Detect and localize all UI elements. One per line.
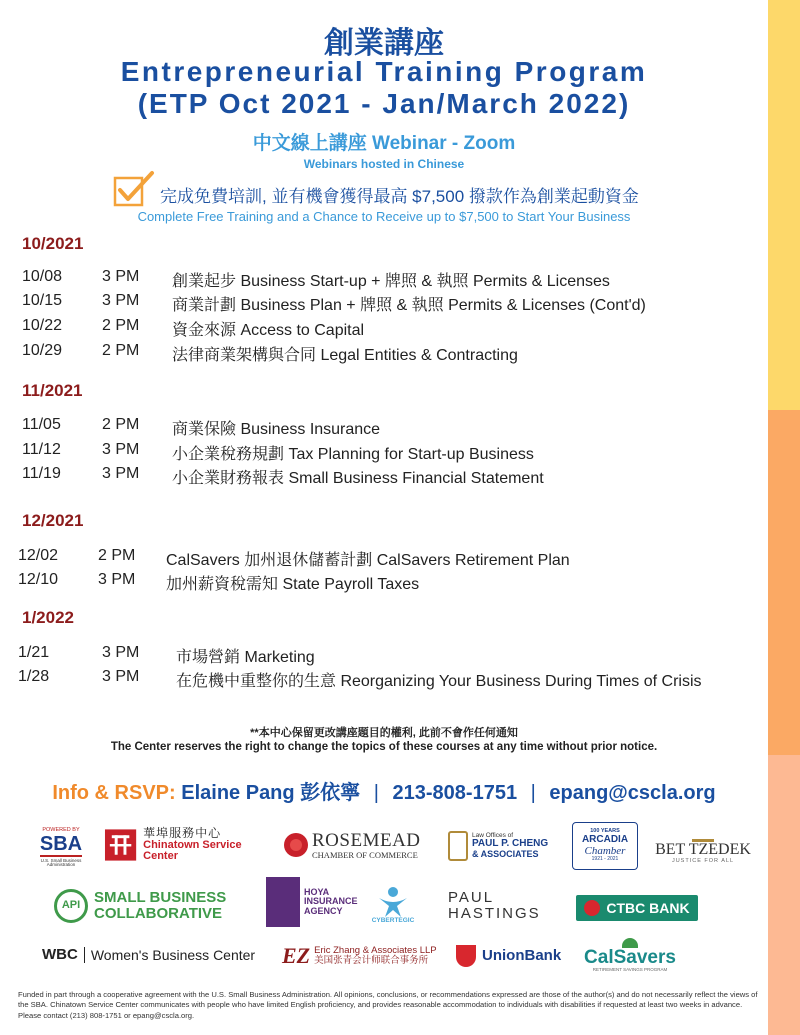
month-heading: 10/2021 [22,234,84,253]
title-english: Entrepreneurial Training Program [120,56,648,87]
month-heading: 12/2021 [22,511,84,530]
womens-business-center-logo: WBC Women's Business Center [42,946,256,964]
paul-hastings-logo: PAUL HASTINGS [448,889,541,922]
month-heading: 11/2021 [22,381,83,400]
contact-label: Info & RSVP: [52,782,176,804]
rosemead-chamber-logo: ROSEMEAD CHAMBER OF COMMERCE [284,828,432,862]
bet-tzedek-logo: BET TZEDEK JUSTICE FOR ALL [652,824,754,868]
hosted-note: Webinars hosted in Chinese [303,157,465,171]
ctbc-bank-logo: CTBC BANK [576,895,698,921]
session-topic: 創業起步 Business Start-up + 牌照 & 執照 Permits & Licenses [172,273,610,290]
hoya-insurance-logo: HOYA INSURANCE AGENCY [266,876,360,928]
session-time: 3 PM [102,268,140,285]
session-topic: CalSavers 加州退休儲蓄計劃 CalSavers Retirement Plan [166,552,570,569]
notice-chinese: **本中心保留更改講座題目的權利, 此前不會作任何通知 [250,727,518,739]
divider: | [373,782,379,804]
unionbank-logo: UnionBank [456,942,568,970]
session-topic: 在危機中重整你的生意 Reorganizing Your Business During Times of Crisis [176,673,702,690]
session-time: 2 PM [98,547,136,564]
eric-zhang-associates-logo: EZ Eric Zhang & Associates LLP 美国张青会计师联合事务所 [282,943,437,969]
session-time: 3 PM [102,441,140,458]
session-topic: 資金來源 Access to Capital [172,322,365,339]
offer-chinese: 完成免費培訓, 並有機會獲得最高 $7,500 撥款作為創業起動資金 [160,187,639,206]
chinatown-service-center-logo: 華埠服務中心 Chinatown Service Center [104,826,276,864]
ez-monogram-icon: EZ [282,943,311,969]
rose-icon [284,833,308,857]
session-time: 3 PM [102,668,140,685]
session-topic: 加州薪資稅需知 State Payroll Taxes [166,576,420,593]
divider: | [530,782,536,804]
offer-english: Complete Free Training and a Chance to Receive up to $7,500 to Start Your Business [137,209,631,224]
side-stripe-peach [768,755,800,1035]
session-time: 3 PM [98,571,136,588]
unionbank-emblem-icon [456,945,476,967]
api-badge-icon: API [54,889,88,923]
sba-logo: POWERED BY SBA U.S. Small Business Administration [39,826,83,868]
title-chinese: 創業講座 [324,27,444,60]
checkmark-icon [112,170,156,208]
webinar-subtitle: 中文線上講座 Webinar - Zoom [252,133,516,154]
funding-footnote: Funded in part through a cooperative agreement with the U.S. Small Business Administration. All opinions, conclusions, or recommendations expressed are those of the author(s) and do not necessarily reflect the views of the SBA. Chinatown Service Center communicates with people who have limited English proficiency, and provides reasonable accommodation to individuals with disabilities if requested at least two weeks in advance. Please contact (213) 808-1751 or epang@cscla.org. [18,990,758,1020]
session-time: 3 PM [102,644,140,661]
session-time: 2 PM [102,342,140,359]
session-date: 10/08 [22,268,63,285]
session-topic: 法律商業架構與合同 Legal Entities & Contracting [172,347,518,364]
session-topic: 市場營銷 Marketing [176,649,315,666]
ctbc-emblem-icon [584,900,600,916]
scale-icon [692,828,714,842]
contact-name: Elaine Pang 彭依寧 [181,782,361,804]
crest-icon [448,831,468,861]
contact-phone[interactable]: 213-808-1751 [392,782,518,804]
month-heading: 1/2022 [22,608,74,627]
session-date: 11/12 [22,441,61,458]
session-date: 12/10 [18,571,59,588]
session-date: 11/19 [22,465,61,482]
session-date: 11/05 [22,416,61,433]
session-date: 10/29 [22,342,63,359]
calsavers-logo: CalSavers RETIREMENT SAVINGS PROGRAM [580,934,680,976]
paul-cheng-associates-logo: Law Offices of PAUL P. CHENG & ASSOCIATES [448,828,558,864]
arcadia-chamber-logo: 100 YEARS ARCADIA Chamber 1921 - 2021 [572,822,638,870]
session-date: 1/28 [18,668,50,685]
session-topic: 小企業稅務規劃 Tax Planning for Start-up Business [172,446,534,463]
session-time: 2 PM [102,416,140,433]
session-date: 12/02 [18,547,59,564]
session-time: 2 PM [102,317,140,334]
contact-line [0,776,768,805]
title-english-dates: (ETP Oct 2021 - Jan/March 2022) [137,88,631,119]
side-stripe-orange [768,410,800,755]
session-date: 10/15 [22,292,63,309]
side-stripe-yellow [768,0,800,410]
session-time: 3 PM [102,292,140,309]
session-time: 3 PM [102,465,140,482]
hoya-emblem-icon [266,877,300,927]
session-date: 1/21 [18,644,50,661]
session-topic: 商業計劃 Business Plan + 牌照 & 執照 Permits & Licenses (Cont'd) [172,297,646,314]
figure-icon [375,884,411,918]
session-topic: 商業保險 Business Insurance [172,421,381,438]
contact-email[interactable]: epang@cscla.org [549,782,716,804]
session-date: 10/22 [22,317,63,334]
csc-emblem-icon [104,828,137,862]
small-business-collaborative-logo: API SMALL BUSINESS COLLABORATIVE [54,886,236,926]
cybertegic-logo: CYBERTEGIC [362,878,424,930]
notice-english: The Center reserves the right to change the topics of these courses at any time without prior notice. [110,741,658,753]
session-topic: 小企業財務報表 Small Business Financial Statement [172,470,544,487]
